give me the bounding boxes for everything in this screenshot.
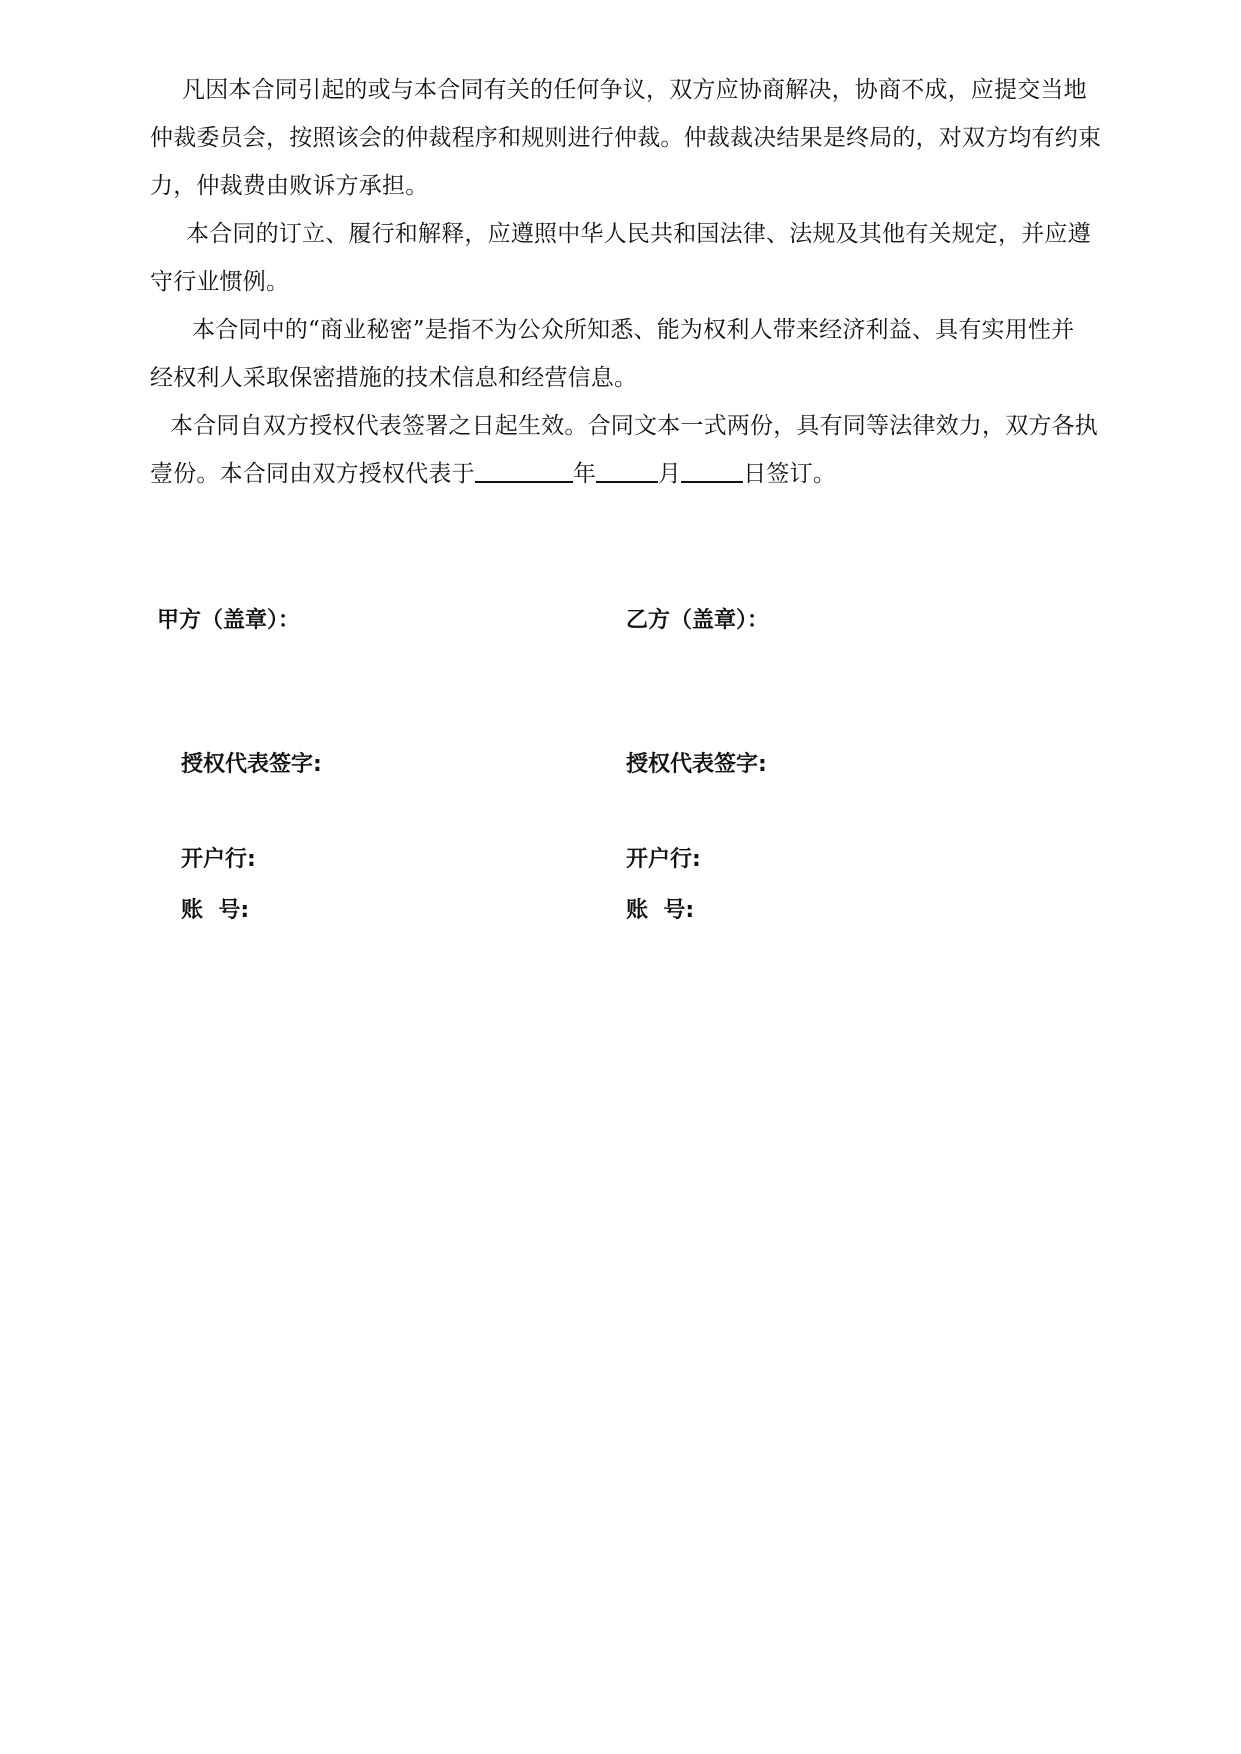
governing-law-line-1: 本合同的订立、履行和解释，应遵照中华人民共和国法律、法规及其他有关规定，并应遵 [186,221,1091,247]
party-a-account-label: 账 号: [181,898,250,923]
effectiveness-line-2 [150,450,1155,498]
year-label: 年 [572,461,597,487]
day-blank[interactable] [681,459,743,483]
governing-law-clause [150,210,1155,306]
arbitration-clause [150,66,1155,210]
month-label: 月 [658,461,682,487]
trade-secret-line-2: 经权利人采取保密措施的技术信息和经营信息。 [150,365,638,391]
trade-secret-line-1: 本合同中的“商业秘密”是指不为公众所知悉、能为权利人带来经济利益、具有实用性并 [192,317,1075,343]
effectiveness-line-2-prefix: 壹份。本合同由双方授权代表于 [150,461,475,487]
trade-secret-clause [150,306,1155,402]
party-a-seal-label: 甲方（盖章）： [157,608,301,633]
effectiveness-clause [150,402,1155,498]
effectiveness-line-1: 本合同自双方授权代表签署之日起生效。合同文本一式两份，具有同等法律效力，双方各执 [170,413,1098,439]
party-b-rep-label: 授权代表签字: [626,752,767,777]
arbitration-line-1: 凡因本合同引起的或与本合同有关的任何争议，双方应协商解决，协商不成，应提交当地 [182,77,1087,103]
party-b-bank-label: 开户行: [626,847,701,872]
party-b-account-label: 账 号: [626,898,695,923]
arbitration-line-2: 仲裁委员会，按照该会的仲裁程序和规则进行仲裁。仲裁裁决结果是终局的，对双方均有约束 [150,125,1102,151]
month-blank[interactable] [596,459,658,483]
party-b-seal-label: 乙方（盖章）： [626,608,770,633]
party-a-rep-label: 授权代表签字: [181,752,322,777]
arbitration-line-3: 力，仲裁费由败诉方承担。 [150,173,429,199]
year-blank[interactable] [475,459,573,483]
governing-law-line-2: 守行业惯例。 [150,269,290,295]
day-suffix: 日签订。 [743,461,837,487]
party-a-bank-label: 开户行: [181,847,256,872]
